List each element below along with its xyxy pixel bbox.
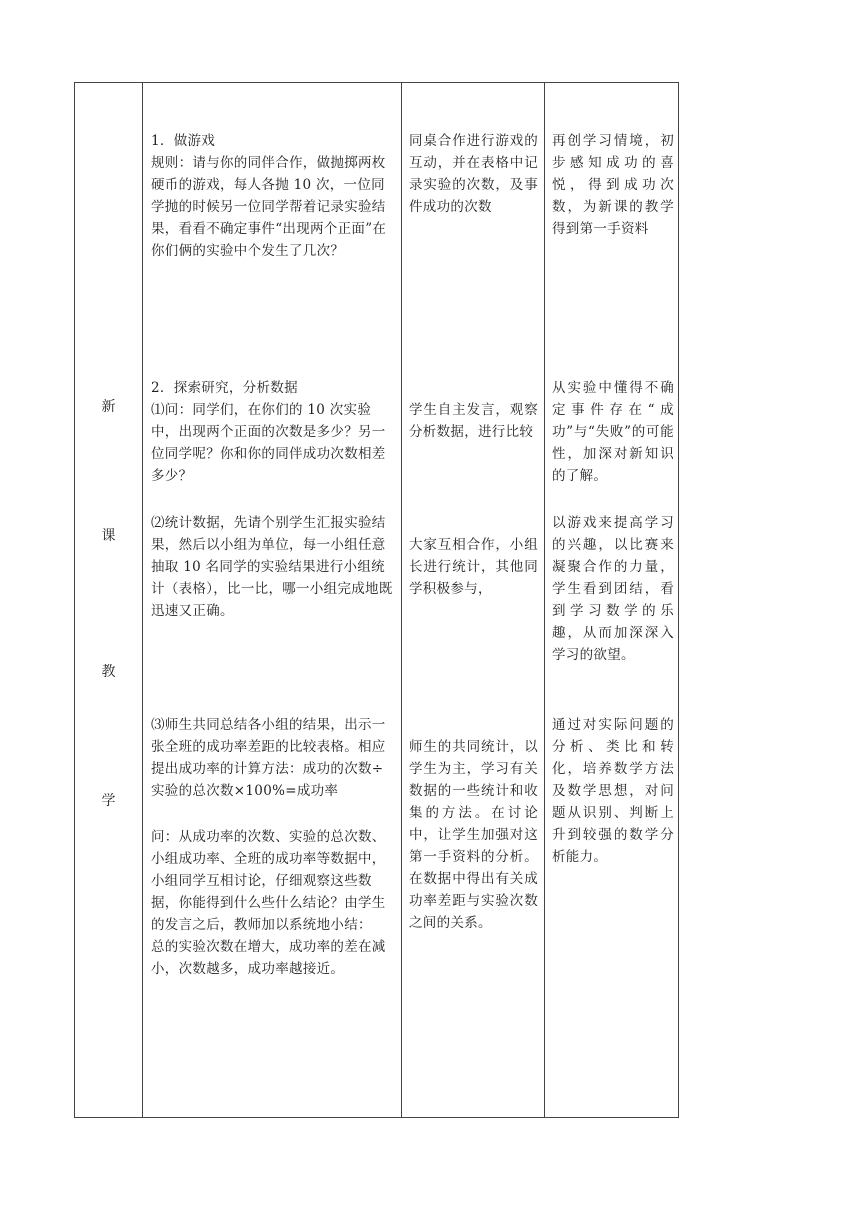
explore-question-2: ⑵统计数据，先请个别学生汇报实验结果，然后以小组为单位，每一小组任意抽取 10 名同学的实验结果进行小组统计（表格），比一比，哪一小组完成地既迅速又正确。 [151,515,393,619]
section-label-char: 课 [101,528,116,544]
design-intent-4: 通过对实际问题的分析、类比和转化，培养数学方法及数学思想，对问题从识别、判断上升到较强的数学分析能力。 [552,717,674,865]
game-title: 1．做游戏 [151,133,216,149]
student-activity-2: 学生自主发言，观察分析数据，进行比较 [409,402,538,440]
game-section [151,130,395,262]
column-divider [544,83,545,1117]
lesson-plan-table [74,82,679,1118]
explore-discussion [151,826,395,980]
explore-title: 2．探索研究，分析数据 [151,380,298,396]
explore-summary: 总的实验次数在增大，成功率的差在减小，次数越多，成功率越接近。 [151,939,386,977]
design-intent-1: 再创学习情境，初步感知成功的喜悦，得到成功次数，为新课的教学得到第一手资料 [552,133,674,237]
design-intent-3: 以游戏来提高学习的兴趣，以比赛来凝聚合作的力量，学生看到团结，看到学习数学的乐趣，从而加深深入学习的欲望。 [552,515,674,663]
column-divider [401,83,402,1117]
section-label-char: 学 [101,793,116,809]
column-divider [142,83,143,1117]
explore-question-3: ⑶师生共同总结各小组的结果，出示一张全班的成功率差距的比较表格。相应提出成功率的计算方法：成功的次数÷实验的总次数×100%=成功率 [151,717,386,799]
section-label-char: 新 [101,399,116,415]
student-activity-1: 同桌合作进行游戏的互动，并在表格中记录实验的次数，及事件成功的次数 [409,133,538,215]
section-label-char: 教 [101,664,116,680]
game-rule: 规则：请与你的同伴合作，做抛掷两枚硬币的游戏，每人各抛 10 次，一位同学抛的时候另一位同学帮着记录实验结果，看看不确定事件“出现两个正面”在你们俩的实验中个发生了几次？ [151,155,387,259]
design-intent-2: 从实验中懂得不确定事件存在“成功”与“失败”的可能性，加深对新知识的了解。 [552,380,674,484]
explore-question-3-ask: 问：从成功率的次数、实验的总次数、小组成功率、全班的成功率等数据中，小组同学互相讨论，仔细观察这些数据，你能得到什么些什么结论？由学生的发言之后，教师加以系统地小结： [151,829,386,933]
explore-section [151,377,395,487]
explore-question-1: ⑴问：同学们，在你们的 10 次实验中，出现两个正面的次数是多少？另一位同学呢？你和你的同伴成功次数相差多少？ [151,402,386,484]
student-activity-3: 大家互相合作，小组长进行统计，其他同学积极参与， [409,537,538,597]
student-activity-4: 师生的共同统计，以学生为主，学习有关数据的一些统计和收集的方法。在讨论中，让学生加强对这第一手资料的分析。在数据中得出有关成功率差距与实验次数之间的关系。 [409,739,538,931]
